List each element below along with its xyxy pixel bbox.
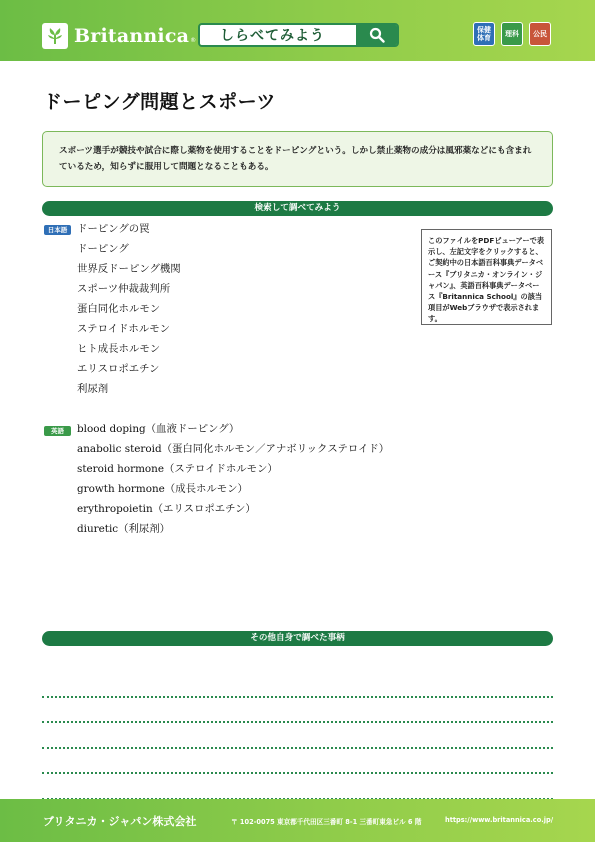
keyword-link[interactable]: 世界反ドーピング機関	[77, 263, 181, 275]
search-box[interactable]	[198, 23, 399, 47]
keyword-link[interactable]: anabolic steroid（蛋白同化ホルモン／アナボリックステロイド）	[77, 443, 390, 455]
search-icon	[369, 27, 385, 43]
company-name: ブリタニカ・ジャパン株式会社	[43, 815, 197, 828]
logo-trademark: ®	[190, 37, 197, 44]
english-keyword-list	[77, 419, 389, 539]
note-lines	[42, 672, 553, 800]
subject-badge-science: 理科	[501, 22, 523, 46]
keyword-link[interactable]: スポーツ仲裁裁判所	[77, 283, 171, 295]
english-tag: 英語	[44, 426, 71, 436]
page-title: ドーピング問題とスポーツ	[43, 91, 276, 113]
header-bar	[0, 0, 595, 61]
search-button[interactable]	[356, 25, 397, 45]
britannica-logo[interactable]	[42, 22, 196, 50]
pdf-viewer-note: このファイルをPDFビューアーで表示し、左記文字をクリックすると、ご契約中の日本語百科事典データベース『ブリタニカ・オンライン・ジャパン』、英語百科事典データベース『Britannica School』の該当項目がWebブラウザで表示されます。	[421, 229, 552, 325]
keyword-link[interactable]: ステロイドホルモン	[77, 323, 170, 335]
logo-text: Britannica	[74, 25, 190, 47]
search-section-heading: 検索して調べてみよう	[42, 201, 553, 216]
keyword-link[interactable]: ドーピング	[77, 243, 129, 255]
keyword-link[interactable]: steroid hormone（ステロイドホルモン）	[77, 463, 278, 475]
keyword-link[interactable]: 利尿剤	[77, 383, 109, 395]
keyword-link[interactable]: エリスロポエチン	[77, 363, 160, 375]
company-address: 〒 102-0075 東京都千代田区三番町 8-1 三番町東急ビル 6 階	[231, 818, 422, 826]
note-line[interactable]	[42, 698, 553, 724]
note-line[interactable]	[42, 672, 553, 698]
keyword-link[interactable]: blood doping（血液ドーピング）	[77, 423, 240, 435]
keyword-link[interactable]: ドーピングの罠	[77, 223, 150, 235]
japanese-keyword-list	[77, 219, 181, 399]
note-line[interactable]	[42, 723, 553, 749]
website-link[interactable]: https://www.britannica.co.jp/	[445, 816, 554, 824]
thistle-logo-icon	[42, 23, 68, 49]
keyword-link[interactable]: growth hormone（成長ホルモン）	[77, 483, 248, 495]
keyword-link[interactable]: diuretic（利尿剤）	[77, 523, 171, 535]
japanese-tag: 日本語	[44, 225, 71, 235]
subject-badge-health-pe: 保健体育	[473, 22, 495, 46]
intro-box: スポーツ選手が競技や試合に際し薬物を使用することをドーピングという。しかし禁止薬物の成分は風邪薬などにも含まれているため，知らずに服用して問題となることもある。	[42, 131, 553, 187]
footer-bar	[0, 799, 595, 842]
keyword-link[interactable]: ヒト成長ホルモン	[77, 343, 161, 355]
keyword-link[interactable]: erythropoietin（エリスロポエチン）	[77, 503, 256, 515]
subject-badge-civics: 公民	[529, 22, 551, 46]
search-label[interactable]: しらべてみよう	[200, 25, 356, 45]
keyword-link[interactable]: 蛋白同化ホルモン	[77, 303, 161, 315]
note-line[interactable]	[42, 749, 553, 775]
note-line[interactable]	[42, 774, 553, 800]
other-notes-heading: その他自身で調べた事柄	[42, 631, 553, 646]
